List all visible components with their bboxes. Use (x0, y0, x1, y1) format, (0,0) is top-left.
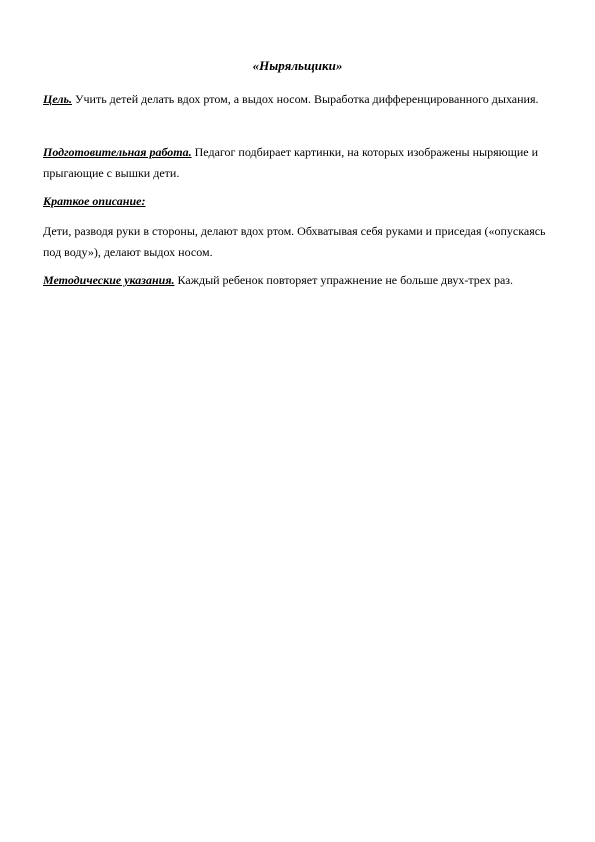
goal-paragraph (43, 89, 553, 110)
document-title: «Ныряльщики» (252, 58, 343, 73)
preparation-label: Подготовительная работа. (43, 145, 192, 159)
preparation-paragraph (43, 142, 553, 184)
goal-label: Цель. (43, 92, 73, 106)
description-paragraph (43, 221, 553, 263)
preparation-text: Педагог подбирает картинки, на которых изображены ныряющие и прыгающие с вышки дети. (43, 145, 539, 180)
goal-text: Учить детей делать вдох ртом, а выдох носом. Выработка дифференцированного дыхания. (72, 92, 539, 106)
instructions-text: Каждый ребенок повторяет упражнение не больше двух-трех раз. (174, 273, 514, 287)
description-heading-label: Краткое описание: (43, 194, 146, 208)
instructions-label: Методические указания. (43, 273, 175, 287)
description-heading-paragraph (43, 191, 553, 212)
description-text: Дети, разводя руки в стороны, делают вдох ртом. Обхватывая себя руками и приседая («опускаясь под воду»), делают выдох носом. (43, 224, 546, 259)
instructions-paragraph (43, 270, 553, 291)
